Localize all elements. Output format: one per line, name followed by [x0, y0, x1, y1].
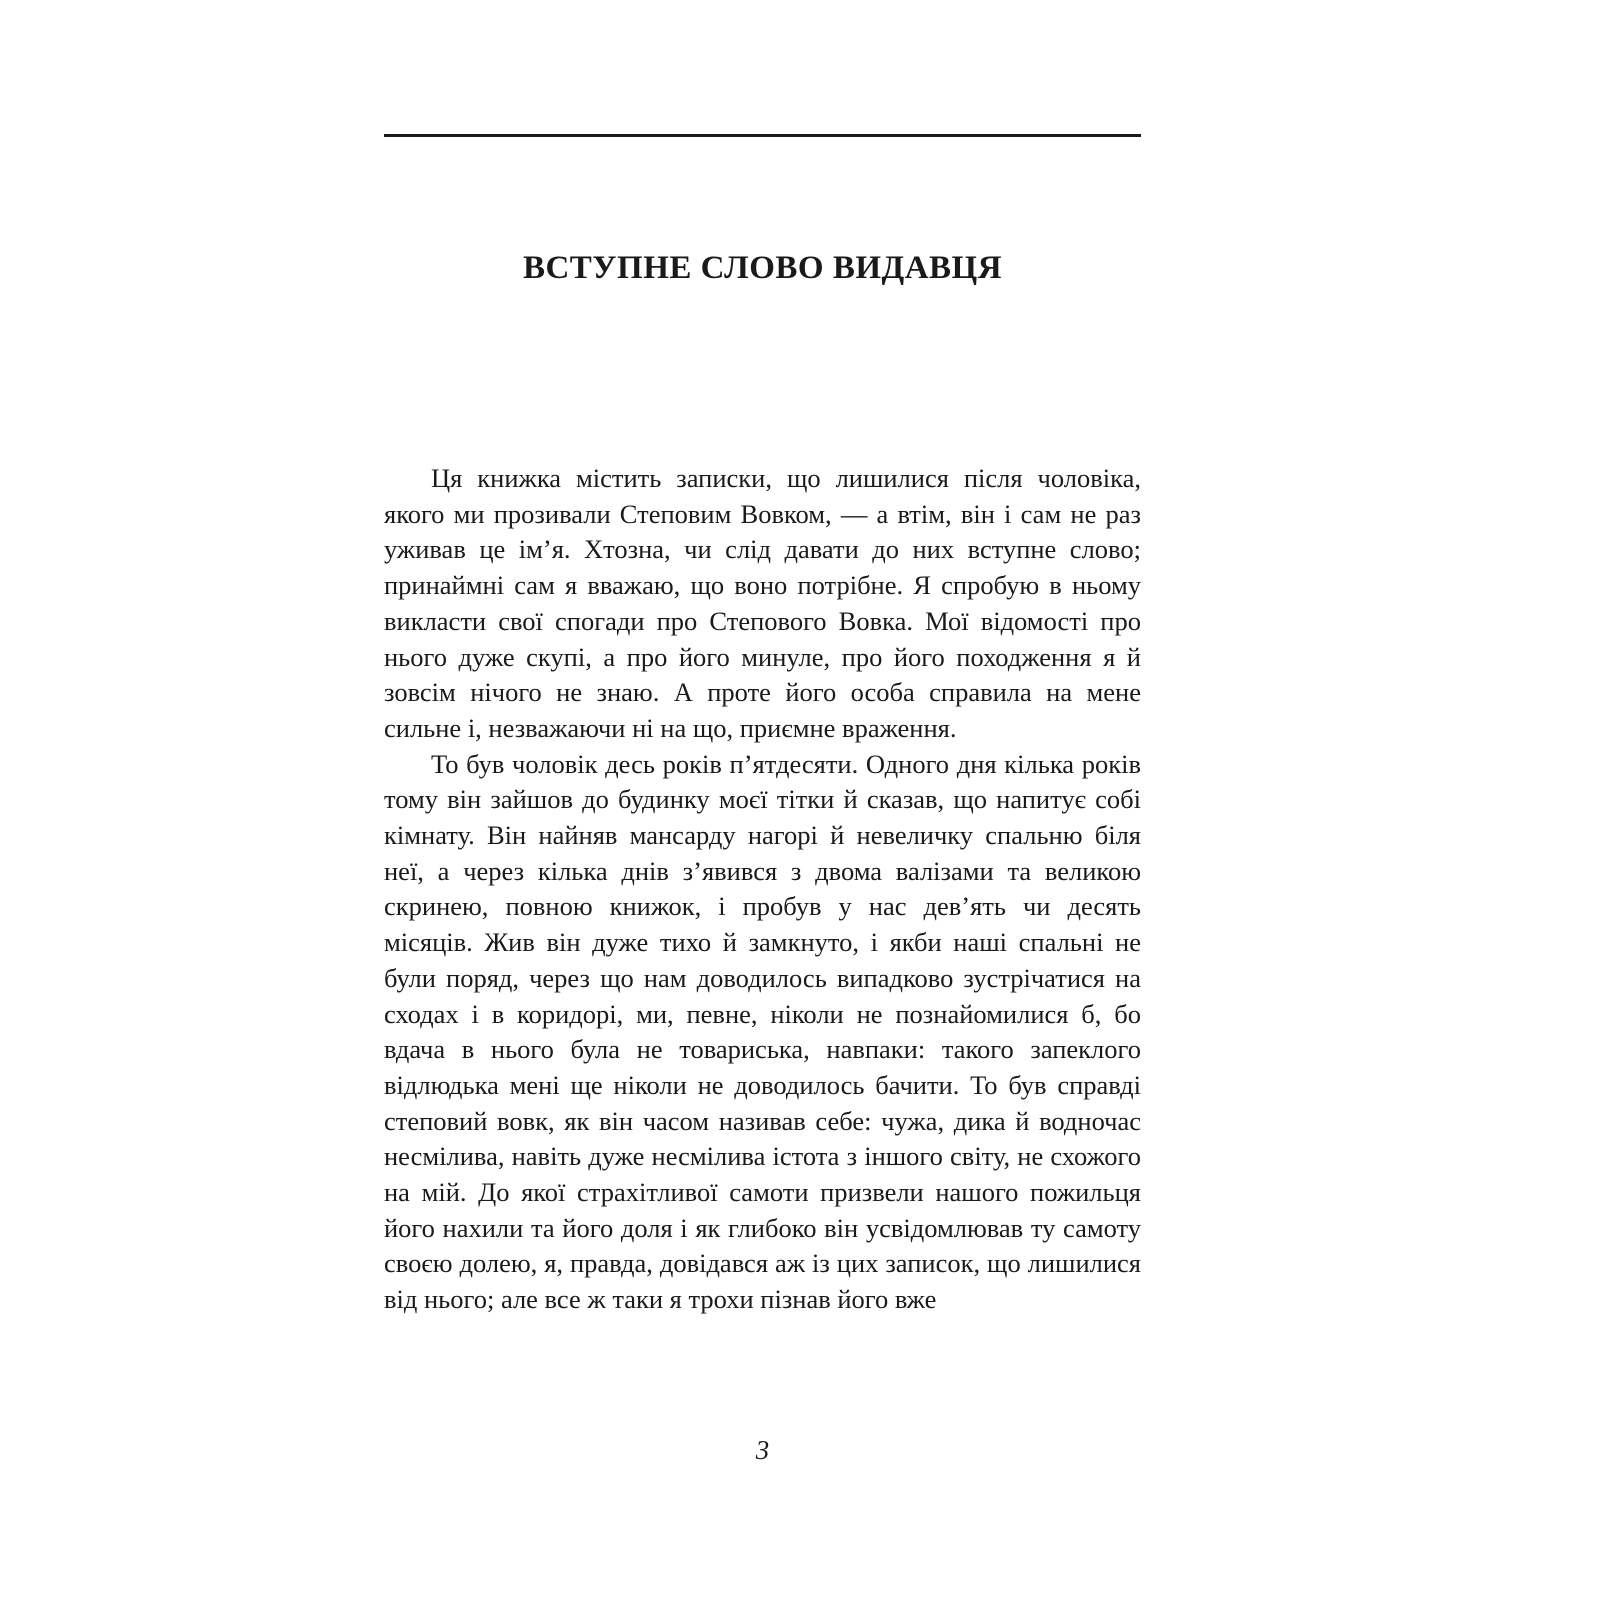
page-number: 3 — [755, 1435, 770, 1465]
paragraph-2: То був чоловік десь років п’ятдесяти. Одного дня кілька років тому він зайшов до будинку моєї тітки й сказав, що напитує собі кімнату. Він найняв мансарду нагорі й невеличку спальню біля неї, а через кілька днів з’явився з двома валізами та великою скринею, повною книжок, і пробув у нас дев’ять чи десять місяців. Жив він дуже тихо й замкнуто, і якби наші спальні не були поряд, через що нам доводилось випадково зустрічатися на сходах і в коридорі, ми, певне, ніколи не познайомилися б, бо вдача в нього була не товариська, навпаки: такого запеклого відлюдька мені ще ніколи не доводилось бачити. То був справді степовий вовк, як він часом називав себе: чужа, дика й водночас несмілива, навіть дуже несмілива істота з іншого світу, не схожого на мій. До якої страхітливої самоти призвели нашого пожильця його нахили та його доля і як глибоко він усвідомлював ту самоту своєю долею, я, правда, довідався аж із цих записок, що лишилися від нього; але все ж таки я трохи пізнав його вже — [384, 748, 1141, 1315]
top-rule — [384, 134, 1141, 137]
paragraph-1: Ця книжка містить записки, що лишилися після чоловіка, якого ми прозивали Степовим Вовком, — а втім, він і сам не раз уживав це ім’я. Хтозна, чи слід давати до них вступне слово; принаймні сам я вважаю, що воно потрібне. Я спробую в ньому викласти свої спогади про Степового Вовка. Мої відомості про нього дуже скупі, а про його минуле, про його походження я й зовсім нічого не знаю. А проте його особа справила на мене сильне і, незважаючи ні на що, приємне враження. — [384, 463, 1141, 743]
chapter-title: ВСТУПНЕ СЛОВО ВИДАВЦЯ — [522, 250, 1003, 286]
body-text — [384, 461, 1141, 1318]
